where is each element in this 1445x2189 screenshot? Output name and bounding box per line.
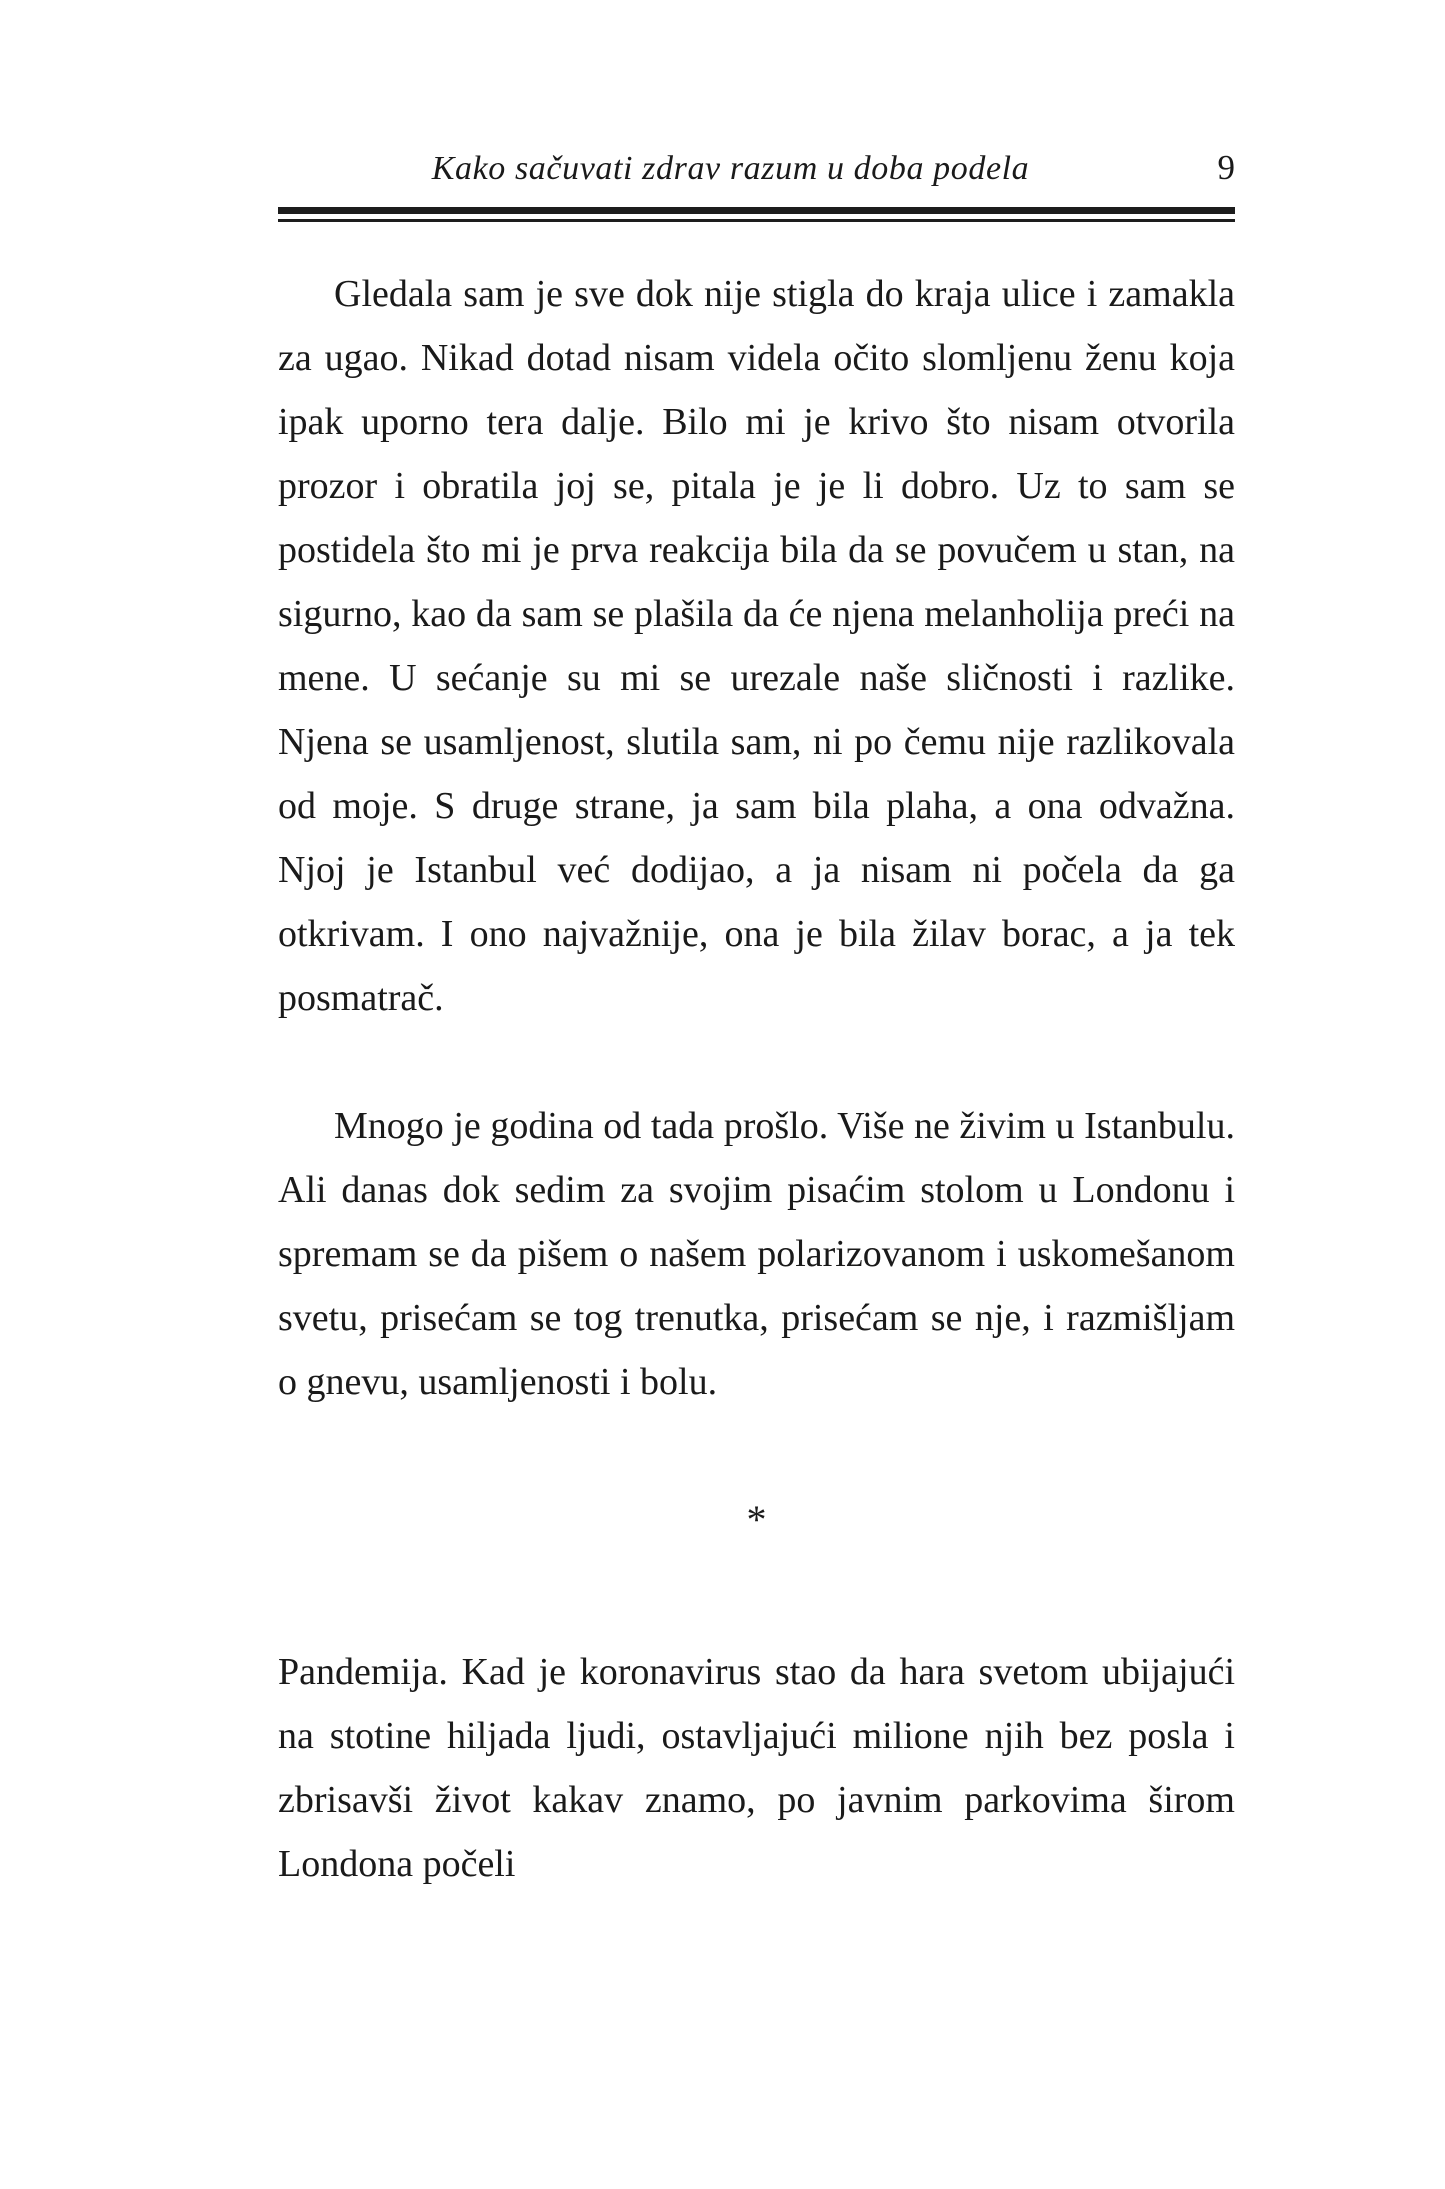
header-double-rule [278, 207, 1235, 222]
running-head [278, 148, 1235, 188]
body-paragraph-1: Gledala sam je sve dok nije stigla do kraja ulice i zamakla za ugao. Nikad dotad nisam videla očito slomljenu ženu koja ipak uporno tera dalje. Bilo mi je krivo što nisam otvorila prozor i obratila joj se, pitala je je li dobro. Uz to sam se postidela što mi je prva reakcija bila da se povučem u stan, na sigurno, kao da sam se plašila da će njena melanholija preći na mene. U sećanje su mi se urezale naše sličnosti i razlike. Njena se usamljenost, slutila sam, ni po čemu nije razlikovala od moje. S druge strane, ja sam bila plaha, a ona odvažna. Njoj je Istanbul već dodijao, a ja nisam ni počela da ga otkrivam. I ono najvažnije, ona je bila žilav borac, a ja tek posmatrač. [278, 273, 1235, 1019]
body-paragraph-2: Mnogo je godina od tada prošlo. Više ne živim u Istanbulu. Ali danas dok sedim za svojim pisaćim stolom u Londonu i spremam se da pišem o našem polarizovanom i uskomešanom svetu, prisećam se tog trenutka, prisećam se nje, i razmišljam o gnevu, usamljenosti i bolu. [278, 1105, 1235, 1403]
separator-top-space [278, 1414, 1235, 1488]
page-number: 9 [1217, 148, 1235, 187]
body-text-block [278, 262, 1235, 1896]
asterisk-separator: * [746, 1497, 767, 1542]
separator-bottom-space [278, 1552, 1235, 1640]
rule-thick-line [278, 207, 1235, 214]
running-head-title: Kako sačuvati zdrav razum u doba podela [431, 150, 1030, 187]
body-paragraph-3: Pandemija. Kad je koronavirus stao da hara svetom ubijajući na stotine hiljada ljudi, ostavljajući milione njih bez posla i zbrisavši život kakav znamo, po javnim parkovima širom Londona počeli [278, 1651, 1235, 1885]
rule-thin-line [278, 219, 1235, 222]
